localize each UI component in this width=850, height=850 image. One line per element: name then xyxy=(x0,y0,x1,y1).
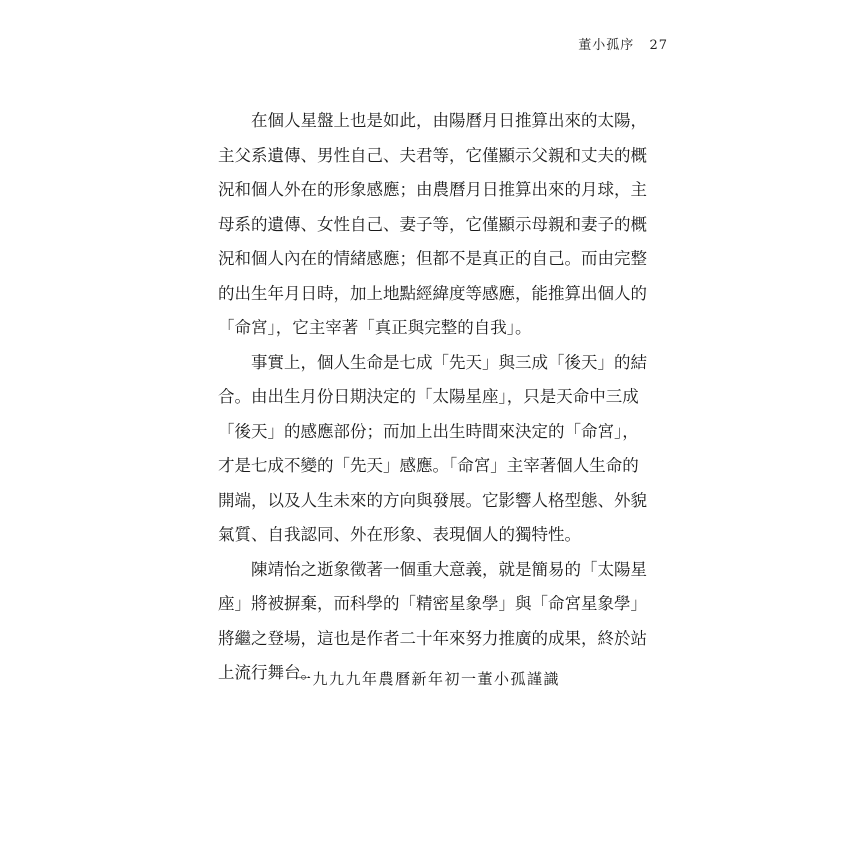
signature-line: 一九九九年農曆新年初一董小孤謹識 xyxy=(295,670,560,688)
paragraph-line: 主父系遺傳、男性自己、夫君等，它僅顯示父親和丈夫的概 xyxy=(218,145,647,165)
paragraph-line: 座」將被摒棄，而科學的「精密星象學」與「命宮星象學」 xyxy=(218,594,647,613)
paragraph-line: 「命宮」，它主宰著「真正與完整的自我」。 xyxy=(218,318,532,337)
paragraph-line: 的出生年月日時，加上地點經緯度等感應，能推算出個人的 xyxy=(218,283,647,303)
paragraph-line: 合。由出生月份日期決定的「太陽星座」，只是天命中三成 xyxy=(218,387,639,406)
paragraph-line: 況和個人內在的情緒感應；但都不是真正的自己。而由完整 xyxy=(218,249,647,268)
paragraph-1 xyxy=(218,104,647,346)
paragraph-line: 才是七成不變的「先天」感應。「命宮」主宰著個人生命的 xyxy=(218,456,639,475)
paragraph-line: 母系的遺傳、女性自己、妻子等，它僅顯示母親和妻子的概 xyxy=(218,214,647,234)
paragraph-line: 氣質、自我認同、外在形象、表現個人的獨特性。 xyxy=(218,525,581,544)
paragraph-line: 開端，以及人生未來的方向與發展。它影響人格型態、外貌 xyxy=(218,490,647,510)
header-title: 董小孤序 xyxy=(578,38,635,53)
paragraph-line: 在個人星盤上也是如此，由陽曆月日推算出來的太陽， xyxy=(251,111,647,130)
page-number: 27 xyxy=(649,38,668,53)
running-header xyxy=(578,34,668,53)
paragraph-line: 「後天」的感應部份；而加上出生時間來決定的「命宮」， xyxy=(218,421,639,441)
paragraph-2 xyxy=(218,346,647,553)
paragraph-line: 將繼之登場，這也是作者二十年來努力推廣的成果，終於站 xyxy=(218,628,647,648)
paragraph-line: 陳靖怡之逝象徵著一個重大意義，就是簡易的「太陽星 xyxy=(251,559,647,579)
paragraph-line: 上流行舞台。 xyxy=(218,663,317,682)
body-text xyxy=(218,104,647,691)
paragraph-line: 況和個人外在的形象感應；由農曆月日推算出來的月球，主 xyxy=(218,180,647,199)
paragraph-line: 事實上，個人生命是七成「先天」與三成「後天」的結 xyxy=(251,352,647,372)
